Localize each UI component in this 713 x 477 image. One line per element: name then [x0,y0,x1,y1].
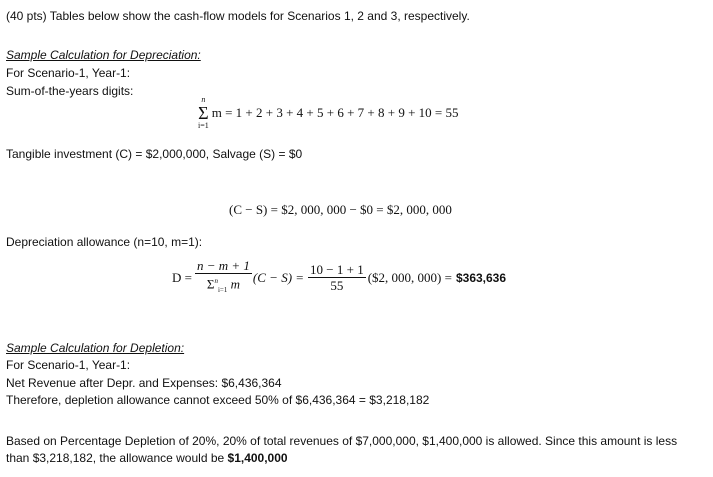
fraction-1-variable: m [230,276,241,292]
fraction-2-numerator: 10 − 1 + 1 [310,262,364,278]
depreciation-method: Sum-of-the-years digits: [6,84,134,98]
sum-upper-limit: n [201,95,206,104]
net-revenue: Net Revenue after Depr. and Expenses: $6,436,364 [6,376,282,390]
depletion-scenario: For Scenario-1, Year-1: [6,358,131,372]
cs-equation: (C − S) = $2, 000, 000 − $0 = $2, 000, 000 [229,202,452,217]
fraction-1 [195,259,252,297]
sigma-symbol: n Σ i=1 [198,95,209,130]
depreciation-scenario: For Scenario-1, Year-1: [6,66,131,80]
fraction-2 [308,263,366,292]
tangible-investment: Tangible investment (C) = $2,000,000, Salvage (S) = $0 [6,147,303,161]
formula-mid: (C − S) = [252,269,305,285]
intro-text: (40 pts) Tables below show the cash-flow models for Scenarios 1, 2 and 3, respectively. [6,9,470,23]
sum-expression: m = 1 + 2 + 3 + 4 + 5 + 6 + 7 + 8 + 9 + 10 = 55 [211,105,459,120]
depreciation-result: $363,636 [455,270,507,285]
depletion-allowance-result: $1,400,000 [227,451,288,465]
formula-tail: ($2, 000, 000) = [367,269,452,285]
allowance-label: Depreciation allowance (n=10, m=1): [6,235,203,249]
sum-lower-limit: i=1 [198,121,209,130]
fraction-1-sigma-lower: i=1 [217,285,228,294]
percentage-depletion-line-1: Based on Percentage Depletion of 20%, 20% of total revenues of $7,000,000, $1,400,000 is allowed. Since this amount is less [6,434,678,448]
depreciation-formula [172,259,506,297]
depletion-heading: Sample Calculation for Depletion: [6,341,185,355]
fraction-1-sigma-upper: n [214,277,218,285]
percentage-depletion-line-2 [6,451,288,465]
formula-lhs: D = [172,269,192,285]
sum-of-years-equation [198,96,459,130]
percentage-depletion-text: than $3,218,182, the allowance would be [6,451,228,465]
depletion-cap: Therefore, depletion allowance cannot exceed 50% of $6,436,364 = $3,218,182 [6,393,430,407]
fraction-1-numerator: n − m + 1 [196,258,250,273]
fraction-2-denominator: 55 [330,278,344,294]
depreciation-heading: Sample Calculation for Depreciation: [6,48,201,62]
fraction-1-denominator [205,274,242,297]
fraction-1-sigma: Σ [206,276,215,292]
